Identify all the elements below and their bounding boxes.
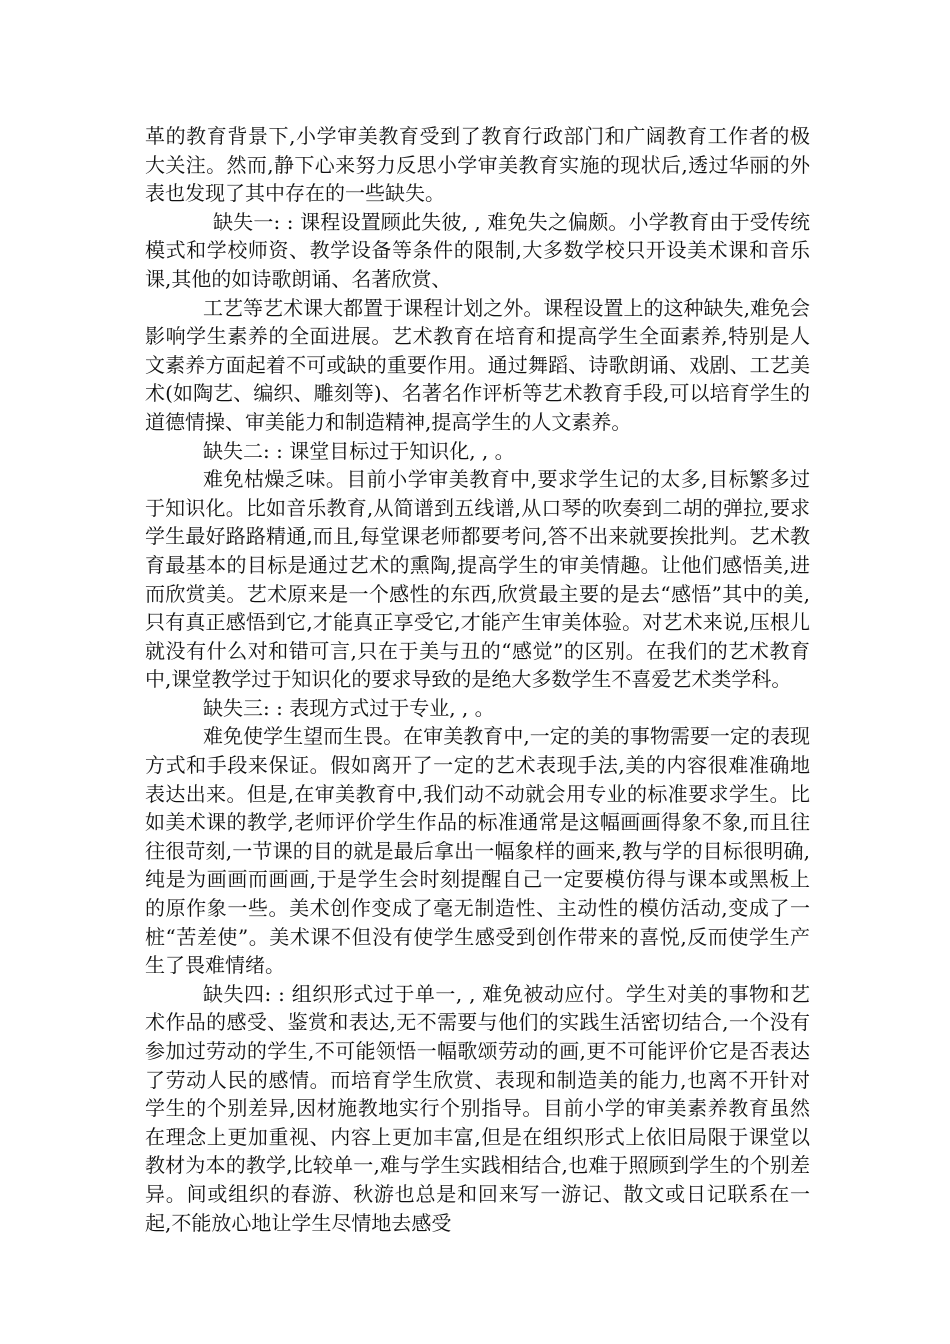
paragraph-deficiency-one: 缺失一: : 课程设置顾此失彼, , 难免失之偏颇。小学教育由于受传统模式和学校师资、教学设备等条件的限制,大多数学校只开设美术课和音乐课,其他的如诗歌朗诵、名著欣赏、 xyxy=(145,209,810,291)
paragraph-deficiency-three-heading: 缺失三: : 表现方式过于专业, , 。 xyxy=(203,695,495,720)
paragraph-arts-courses: 工艺等艺术课大都置于课程计划之外。课程设置上的这种缺失,难免会影响学生素养的全面进展。艺术教育在培育和提高学生全面素养,特别是人文素养方面起着不可或缺的重要作用。通过舞蹈、诗歌朗诵、戏剧、工艺美术(如陶艺、编织、雕刻等)、名著名作评析等艺术教育手段,可以培育学生的道德情操、审美能力和制造精神,提高学生的人文素养。 xyxy=(145,295,810,434)
document-body xyxy=(145,122,810,1237)
paragraph-deficiency-two-heading: 缺失二: : 课堂目标过于知识化, , 。 xyxy=(203,438,515,463)
paragraph-deficiency-two-body: 难免枯燥乏味。目前小学审美教育中,要求学生记的太多,目标繁多过于知识化。比如音乐教育,从简谱到五线谱,从口琴的吹奏到二胡的弹拉,要求学生最好路路精通,而且,每堂课老师都要考问,答不出来就要挨批判。艺术教育最基本的目标是通过艺术的熏陶,提高学生的审美情趣。让他们感悟美,进而欣赏美。艺术原来是一个感性的东西,欣赏最主要的是去“感悟”其中的美,只有真正感悟到它,才能真正享受它,才能产生审美体验。对艺术来说,压根儿就没有什么对和错可言,只在于美与丑的“感觉”的区别。在我们的艺术教育中,课堂教学过于知识化的要求导致的是绝大多数学生不喜爱艺术类学科。 xyxy=(145,467,810,692)
paragraph-deficiency-three-body: 难免使学生望而生畏。在审美教育中,一定的美的事物需要一定的表现方式和手段来保证。假如离开了一定的艺术表现手法,美的内容很难准确地表达出来。但是,在审美教育中,我们动不动就会用专业的标准要求学生。比如美术课的教学,老师评价学生作品的标准通常是这幅画画得象不象,而且往往很苛刻,一节课的目的就是最后拿出一幅象样的画来,教与学的目标很明确,纯是为画画而画画,于是学生会时刻提醒自己一定要模仿得与课本或黑板上的原作象一些。美术创作变成了毫无制造性、主动性的模仿活动,变成了一桩“苦差使”。美术课不但没有使学生感受到创作带来的喜悦,反而使学生产生了畏难情绪。 xyxy=(145,724,810,978)
paragraph-deficiency-four: 缺失四: : 组织形式过于单一, , 难免被动应付。学生对美的事物和艺术作品的感受、鉴赏和表达,无不需要与他们的实践生活密切结合,一个没有参加过劳动的学生,不可能领悟一幅歌颂劳动的画,更不可能评价它是否表达了劳动人民的感情。而培育学生欣赏、表现和制造美的能力,也离不开针对学生的个别差异,因材施教地实行个别指导。目前小学的审美素养教育虽然在理念上更加重视、内容上更加丰富,但是在组织形式上依旧局限于课堂以教材为本的教学,比较单一,难与学生实践相结合,也难于照顾到学生的个别差异。间或组织的春游、秋游也总是和回来写一游记、散文或日记联系在一起,不能放心地让学生尽情地去感受 xyxy=(145,981,810,1235)
paragraph-intro: 革的教育背景下,小学审美教育受到了教育行政部门和广阔教育工作者的极大关注。然而,静下心来努力反思小学审美教育实施的现状后,透过华丽的外表也发现了其中存在的一些缺失。 xyxy=(145,124,810,206)
